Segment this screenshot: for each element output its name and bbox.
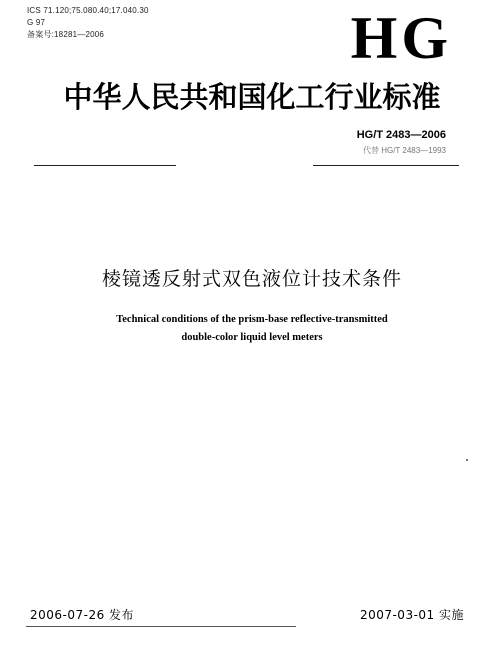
divider-left — [34, 165, 176, 166]
standard-number: HG/T 2483—2006 — [356, 129, 446, 141]
ics-code: ICS 71.120;75.080.40;17.040.30 — [27, 6, 149, 15]
implementation-date: 2007-03-01 实施 — [359, 608, 464, 622]
standard-title: 中华人民共和国化工行业标准 — [63, 80, 441, 114]
divider-right — [313, 165, 459, 166]
document-title-cn: 棱镜透反射式双色液位计技术条件 — [101, 268, 402, 290]
scan-speck — [466, 459, 468, 461]
record-number: 备案号:18281—2006 — [27, 30, 105, 39]
issue-date: 2006-07-26 发布 — [30, 608, 135, 622]
replaces-standard: 代替 HG/T 2483—1993 — [362, 146, 446, 155]
divider-bottom — [26, 626, 296, 627]
document-title-en-line1: Technical conditions of the prism-base reflective-transmitted — [116, 314, 388, 325]
document-title-en-line2: double-color liquid level meters — [181, 332, 323, 343]
hg-logo: HG — [350, 5, 452, 71]
ccs-code: G 97 — [27, 18, 46, 27]
